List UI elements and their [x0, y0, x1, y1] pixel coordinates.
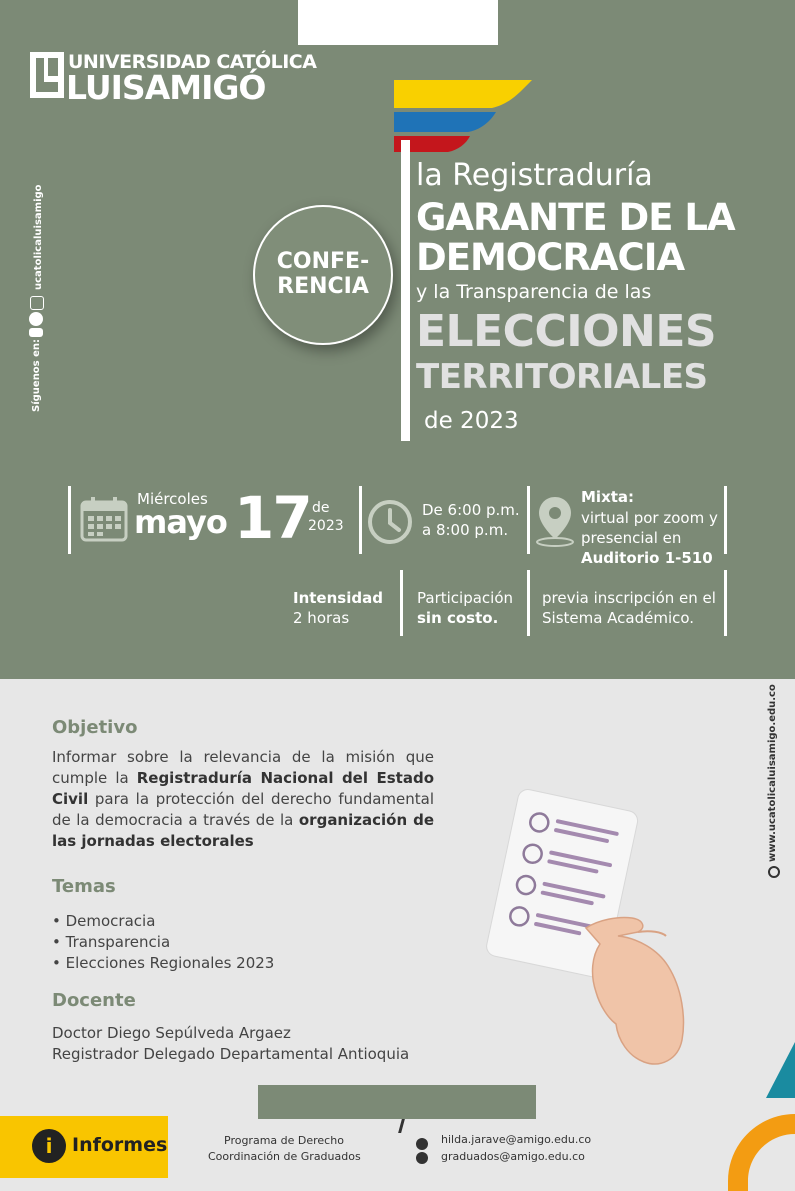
- info-icon: i: [32, 1129, 66, 1163]
- separator: [527, 570, 530, 636]
- date-weekday: Miércoles: [137, 490, 208, 508]
- separator: [724, 570, 727, 636]
- title-line6: TERRITORIALES: [416, 357, 708, 397]
- youtube-icon[interactable]: [29, 328, 43, 337]
- colombia-flag-icon: [392, 78, 534, 154]
- conference-line2: RENCIA: [277, 274, 369, 299]
- separator: [68, 486, 71, 554]
- modality-line3: presencial en: [581, 529, 682, 547]
- email-2[interactable]: graduados@amigo.edu.co: [441, 1150, 585, 1163]
- instagram-icon[interactable]: [30, 296, 44, 310]
- informes-label: Informes: [72, 1134, 168, 1156]
- date-month: mayo: [134, 503, 227, 541]
- decor-triangle: [766, 1042, 795, 1098]
- separator: [400, 570, 403, 636]
- participation-line2: sin costo.: [417, 609, 499, 627]
- separator: [724, 486, 727, 554]
- objective-text-part: para la protección del derecho fundamental de la democracia a través de la: [52, 790, 434, 829]
- conference-line1: CONFE-: [276, 249, 370, 274]
- modality-line2: virtual por zoom y: [581, 509, 718, 527]
- logo-line2: LUISAMIGÓ: [66, 68, 266, 107]
- logo-line1: UNIVERSIDAD CATÓLICA: [68, 51, 317, 73]
- website-url[interactable]: www.ucatolicaluisamigo.edu.co: [767, 684, 778, 862]
- topic-item: • Transparencia: [52, 933, 171, 951]
- date-day: 17: [234, 484, 311, 552]
- clock-icon: [366, 498, 414, 546]
- university-logo-icon: [30, 52, 64, 98]
- top-white-tab: [298, 0, 498, 45]
- objective-bold-part: Registraduría Nacional del Estado Civil: [52, 769, 434, 808]
- topic-item: • Democracia: [52, 912, 156, 930]
- conference-badge: [253, 205, 393, 345]
- objective-bold-part: organización de las jornadas electorales: [52, 811, 434, 850]
- registration-line2: Sistema Académico.: [542, 609, 695, 627]
- ballot-hand-illustration-icon: [468, 778, 708, 1068]
- title-line2: GARANTE DE LA: [416, 196, 735, 239]
- title-line3: DEMOCRACIA: [416, 236, 685, 279]
- separator: [527, 486, 530, 554]
- teacher-name: Doctor Diego Sepúlveda Argaez: [52, 1024, 291, 1042]
- title-line4: y la Transparencia de las: [416, 281, 652, 303]
- calendar-icon: [80, 496, 128, 542]
- separator: [359, 486, 362, 554]
- social-handle: ucatolicaluisamigo: [33, 184, 44, 290]
- footer-bar: [258, 1085, 536, 1119]
- registration-line1: previa inscripción en el: [542, 589, 716, 607]
- social-icons: [28, 296, 46, 340]
- follow-label: Síguenos en:: [31, 338, 42, 412]
- time-line1: De 6:00 p.m.: [422, 501, 520, 519]
- time-line2: a 8:00 p.m.: [422, 521, 509, 539]
- objective-text: [52, 747, 434, 852]
- teacher-role: Registrador Delegado Departamental Antioquia: [52, 1045, 410, 1063]
- email-icon: [416, 1138, 428, 1150]
- topics-title: Temas: [52, 876, 116, 897]
- location-pin-icon: [533, 495, 577, 547]
- coordination-label: Coordinación de Graduados: [208, 1150, 361, 1163]
- globe-icon: [768, 866, 780, 878]
- program-label: Programa de Derecho: [224, 1134, 344, 1147]
- title-accent-bar: [401, 140, 410, 441]
- date-year: 2023: [308, 518, 344, 534]
- modality-label: Mixta:: [581, 488, 635, 506]
- teacher-title: Docente: [52, 990, 136, 1011]
- email-icon: [416, 1152, 428, 1164]
- facebook-icon[interactable]: [29, 312, 43, 326]
- intensity-value: 2 horas: [293, 609, 350, 627]
- topic-item: • Elecciones Regionales 2023: [52, 954, 275, 972]
- title-line1: la Registraduría: [416, 158, 653, 193]
- title-line5: ELECCIONES: [416, 306, 717, 357]
- modality-place: Auditorio 1-510: [581, 549, 713, 567]
- email-1[interactable]: hilda.jarave@amigo.edu.co: [441, 1133, 592, 1146]
- date-de: de: [312, 500, 330, 516]
- participation-line1: Participación: [417, 589, 514, 607]
- objective-text-part: Informar sobre la relevancia de la misión que cumple la: [52, 748, 434, 787]
- decor-arc: [722, 1114, 795, 1191]
- objective-title: Objetivo: [52, 717, 138, 738]
- title-line7: de 2023: [424, 408, 519, 434]
- intensity-label: Intensidad: [293, 589, 383, 607]
